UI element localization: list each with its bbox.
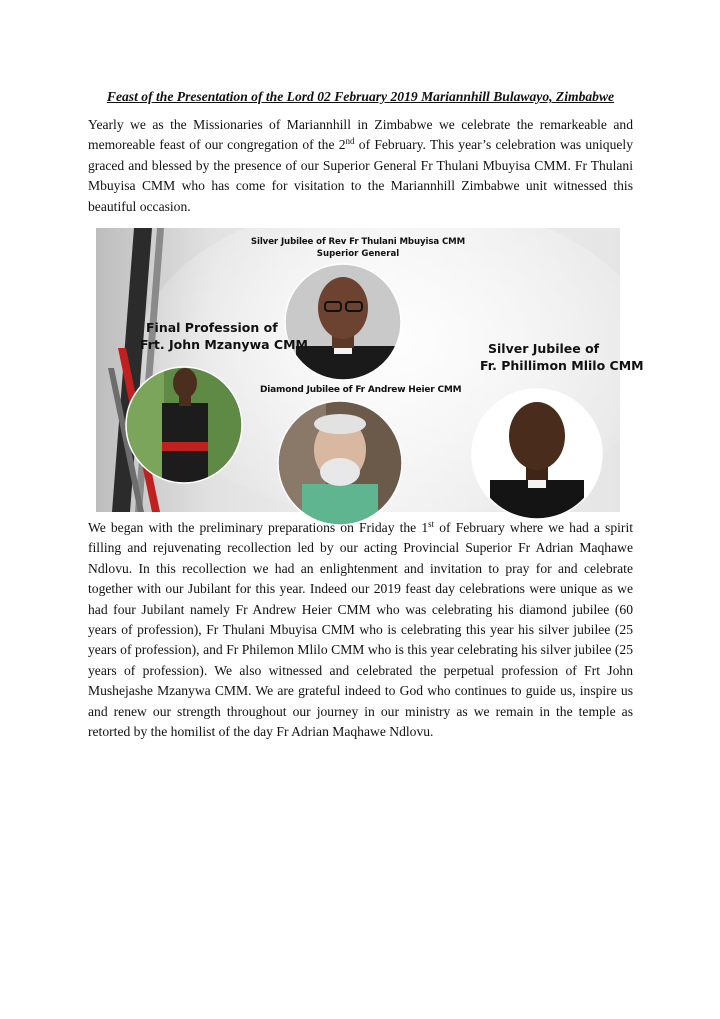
paragraph-celebration-text-b: of February where we had a spirit filling and rejuvenating recollection led by our acting Provincial Superior Fr Adrian Maqhawe Ndlovu. In this recollection we had an enlightenment and invitation to pray for and celebrate together with our Jubilant for this year. Indeed our 2019 feast day celebrations were unique as we had four Jubilant namely Fr Andrew Heier CMM who was celebrating his diamond jubilee (60 years of profession), Fr Thulani Mbuyisa CMM who is celebrating this year his silver jubilee (25 years of profession), and Fr Philemon Mlilo CMM who is this year celebrating his silver jubilee (25 years of profession). We also witnessed and celebrated the perpetual profession of Frt John Mushejashe Mzanywa CMM. We are grateful indeed to God who continues to guide us, inspire us and renew our strength throughout our journey in our ministry as we remain in the temple as retorted by the homilist of the day Fr Adrian Maqhawe Ndlovu.	[88, 520, 633, 740]
caption-final-line1: Final Profession of	[146, 320, 278, 335]
superscript-st: st	[428, 519, 435, 529]
paragraph-intro-text-b: of February. This year’s celebration was uniquely graced and blessed by the presence of our Superior General Fr Thulani Mbuyisa CMM. Fr Thulani Mbuyisa CMM who has come for visitation to the Mariannhill Zimbabwe unit witnessed this beautiful occasion.	[88, 137, 633, 214]
paragraph-celebration-text-a: We began with the preliminary preparations on Friday the 1	[88, 520, 429, 535]
caption-final-line2: Frt. John Mzanywa CMM	[140, 337, 308, 352]
caption-superior-line1: Silver Jubilee of Rev Fr Thulani Mbuyisa CMM	[250, 237, 466, 247]
caption-silver-line2: Fr. Phillimon Mlilo CMM	[480, 358, 644, 373]
document-title: Feast of the Presentation of the Lord 02 February 2019 Mariannhill Bulawayo, Zimbabwe	[106, 89, 615, 104]
caption-silver-line1: Silver Jubilee of	[488, 341, 600, 356]
caption-diamond: Diamond Jubilee of Fr Andrew Heier CMM	[260, 385, 462, 395]
superscript-nd: nd	[345, 136, 355, 147]
caption-superior-line2: Superior General	[316, 249, 400, 259]
jubilee-collage-image	[96, 228, 644, 512]
paragraph-celebration	[88, 518, 633, 742]
paragraph-intro-text-a: Yearly we as the Missionaries of Mariannhill in Zimbabwe we celebrate the remarkeable and memoreable feast of our congregation of the 2	[88, 117, 633, 153]
